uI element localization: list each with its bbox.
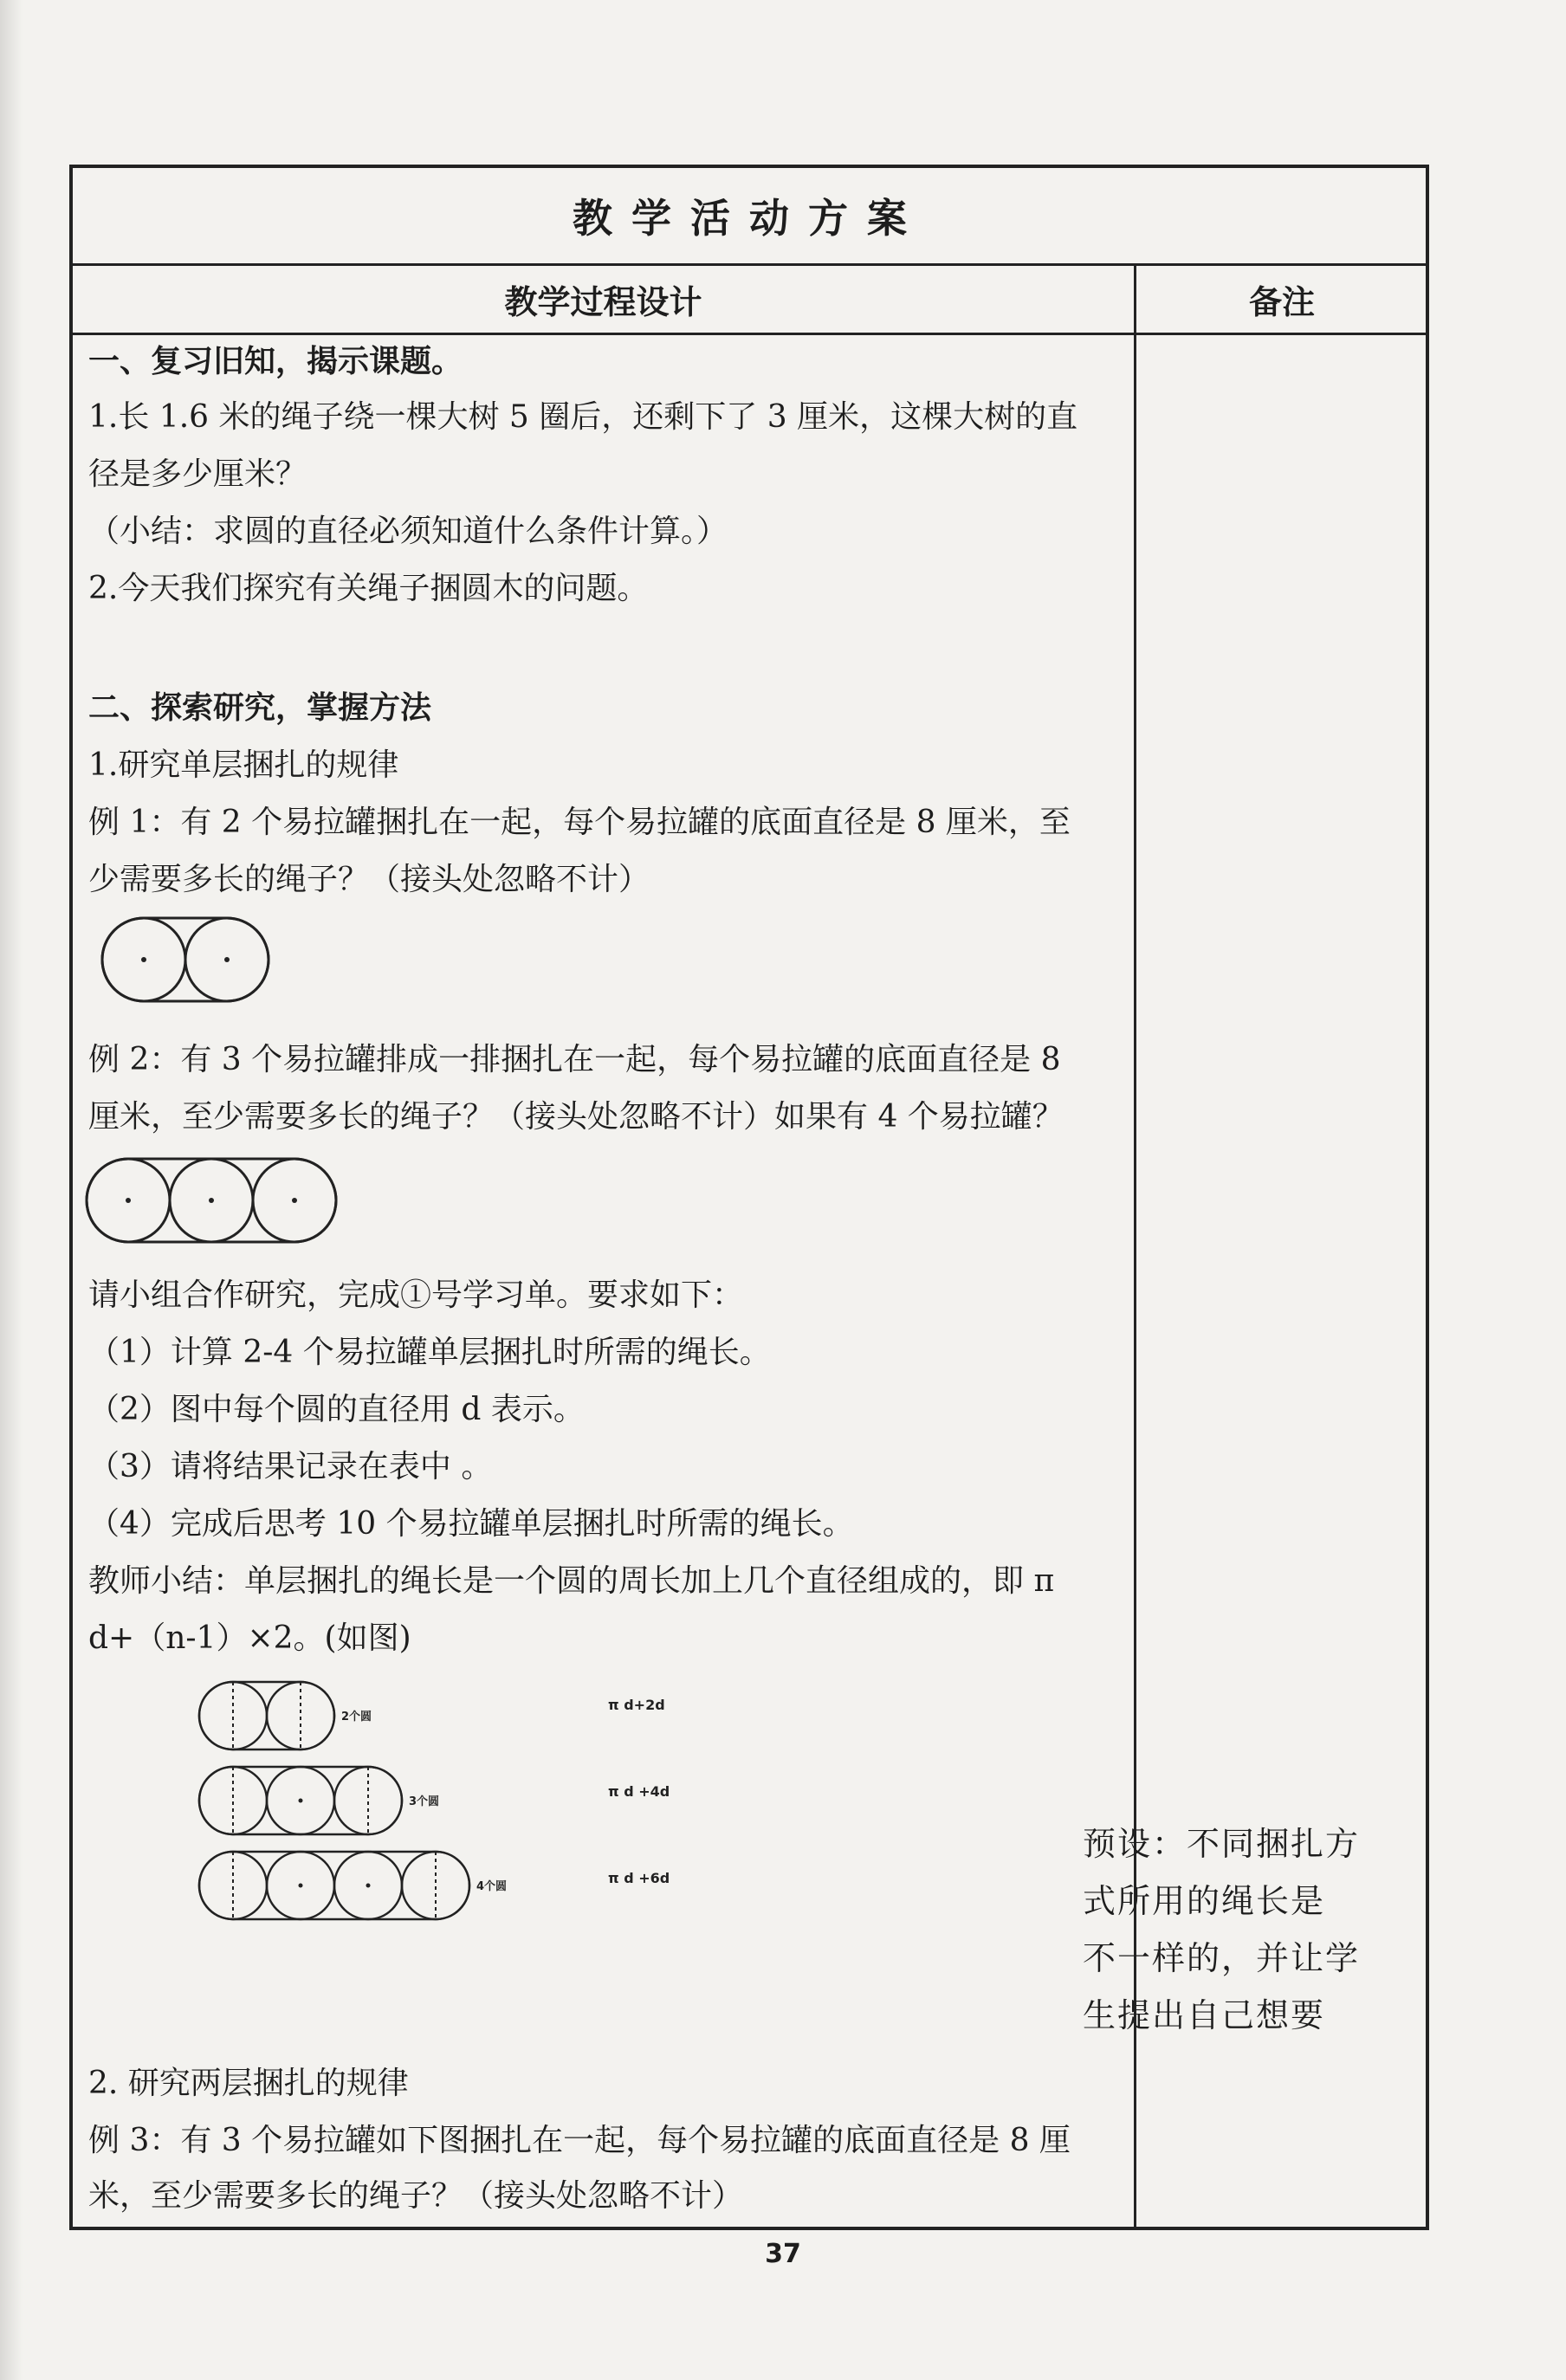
section-1-line: （小结：求圆的直径必须知道什么条件计算。） [88,514,728,549]
note-line: 生提出自己想要 [1083,1996,1326,2034]
example-3-line: 米，至少需要多长的绳子？（接头处忽略不计） [88,2178,744,2214]
section-2-heading: 二、探索研究，掌握方法 [88,690,432,726]
note-line: 预设：不同捆扎方 [1083,1825,1361,1863]
task-item: （1）计算 2-4 个易拉罐单层捆扎时所需的绳长。 [88,1335,771,1370]
three-circles-diagram [83,1155,360,1251]
example-2-line: 例 2：有 3 个易拉罐排成一排捆扎在一起，每个易拉罐的底面直径是 8 [88,1042,1061,1077]
section-1-line: 1.长 1.6 米的绳子绕一棵大树 5 圈后，还剩下了 3 厘米，这棵大树的直 [88,399,1078,435]
table-title: 教学活动方案 [73,168,1426,266]
pattern-count-label: 4个圆 [476,1880,508,1893]
example-1-line: 少需要多长的绳子？（接头处忽略不计） [88,862,650,897]
teacher-summary-line: 教师小结：单层捆扎的绳长是一个圆的周长加上几个直径组成的，即 π [88,1563,1055,1599]
example-3-line: 例 3：有 3 个易拉罐如下图捆扎在一起，每个易拉罐的底面直径是 8 厘 [88,2123,1071,2158]
column-header-process: 教学过程设计 [504,283,702,321]
task-item: （3）请将结果记录在表中 。 [88,1449,493,1484]
column-divider [1134,266,1136,2230]
subsection-1-title: 1.研究单层捆扎的规律 [88,747,399,783]
example-2-line: 厘米，至少需要多长的绳子？（接头处忽略不计）如果有 4 个易拉罐？ [88,1099,1064,1135]
page-edge-shadow [0,0,23,2380]
column-header-notes: 备注 [1248,283,1315,321]
task-intro: 请小组合作研究，完成①号学习单。要求如下： [88,1277,744,1313]
pattern-count-label: 3个圆 [409,1795,440,1808]
task-item: （4）完成后思考 10 个易拉罐单层捆扎时所需的绳长。 [88,1506,854,1542]
section-1-line: 径是多少厘米？ [88,456,307,492]
table-header-row [73,266,1426,335]
two-circles-diagram [99,915,359,1022]
task-item: （2）图中每个圆的直径用 d 表示。 [88,1392,585,1427]
section-1-line: 2.今天我们探究有关绳子捆圆木的问题。 [88,571,649,606]
page-number: 37 [765,2239,801,2269]
pattern-formula: π d+2d [608,1697,665,1713]
pattern-count-label: 2个圆 [341,1711,372,1724]
teacher-summary-line: d+（n-1）×2。(如图) [88,1620,411,1656]
section-1-heading: 一、复习旧知，揭示课题。 [88,344,463,379]
note-line: 不一样的，并让学 [1083,1939,1361,1977]
note-line: 式所用的绳长是 [1083,1882,1326,1920]
binding-pattern-figure [192,1675,816,1935]
pattern-formula: π d +6d [608,1870,670,1886]
subsection-2-title: 2. 研究两层捆扎的规律 [88,2066,409,2101]
example-1-line: 例 1：有 2 个易拉罐捆扎在一起，每个易拉罐的底面直径是 8 厘米，至 [88,805,1071,840]
pattern-formula: π d +4d [608,1783,670,1800]
